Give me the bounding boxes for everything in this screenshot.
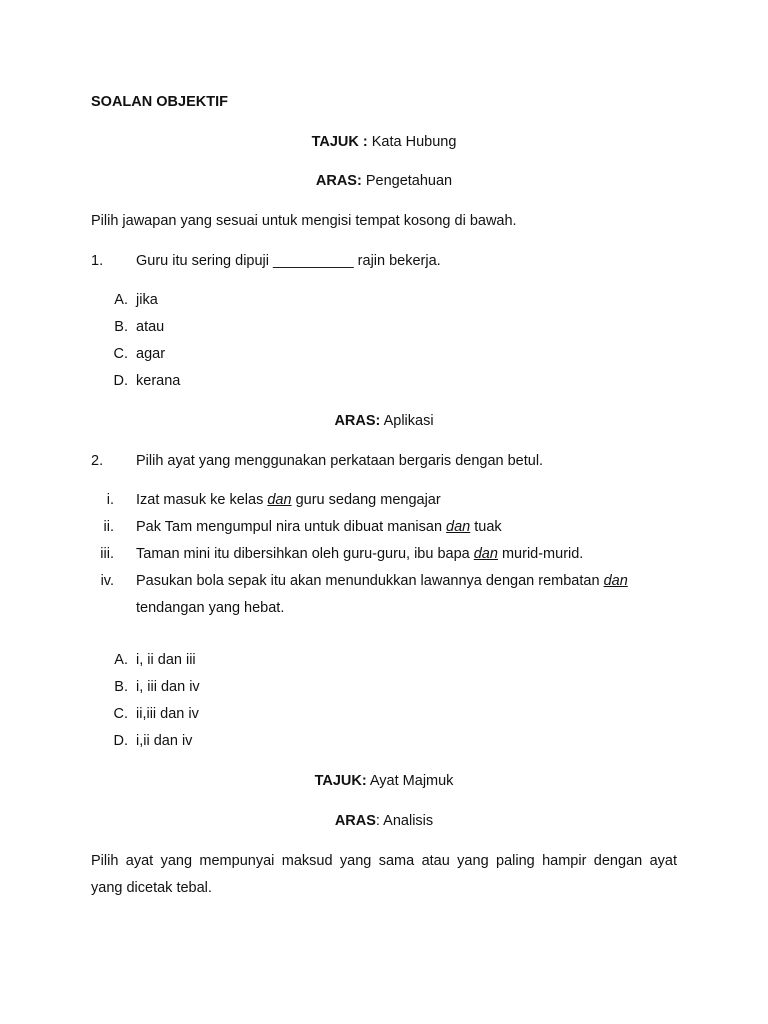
- level-label: ARAS:: [315, 173, 362, 189]
- statement-text: [136, 545, 583, 563]
- statement-before: Taman mini itu dibersihkan oleh guru-guru, ibu bapa: [136, 546, 474, 562]
- option-label: C.: [113, 706, 128, 722]
- statement-text: [136, 572, 628, 590]
- underlined-word: dan: [473, 546, 498, 562]
- instruction-text: Pilih jawapan yang sesuai untuk mengisi tempat kosong di bawah.: [91, 213, 517, 229]
- question-number: 2.: [91, 453, 104, 469]
- option-text: jika: [136, 292, 158, 308]
- question-text: Guru itu sering dipuji __________ rajin bekerja.: [136, 253, 441, 269]
- topic-value: Kata Hubung: [371, 134, 457, 150]
- option-text: i, ii dan iii: [136, 652, 196, 668]
- statement-after: murid-murid.: [497, 546, 584, 562]
- document-title: SOALAN OBJEKTIF: [91, 94, 228, 110]
- level-value: Aplikasi: [383, 413, 434, 429]
- option-label: D.: [113, 733, 128, 749]
- level-value: Pengetahuan: [365, 173, 453, 189]
- level-heading: [0, 812, 768, 830]
- topic-heading: [0, 772, 768, 790]
- statement-before: Izat masuk ke kelas: [136, 492, 268, 508]
- question-number: 1.: [91, 253, 104, 269]
- option-label: B.: [114, 319, 128, 335]
- statement-before: Pasukan bola sepak itu akan menundukkan lawannya dengan rembatan: [136, 573, 604, 589]
- question-text: Pilih ayat yang menggunakan perkataan bergaris dengan betul.: [136, 453, 544, 469]
- option-text: kerana: [136, 373, 181, 389]
- underlined-word: dan: [603, 573, 628, 589]
- topic-heading: [0, 133, 768, 151]
- level-label: ARAS: [334, 813, 376, 829]
- statement-label: iii.: [100, 546, 114, 562]
- underlined-word: dan: [267, 492, 292, 508]
- option-text: agar: [136, 346, 166, 362]
- statement-text: [136, 518, 502, 536]
- level-heading: [0, 172, 768, 190]
- instruction-text: Pilih ayat yang mempunyai maksud yang sama atau yang paling hampir dengan ayat: [91, 853, 677, 869]
- topic-label: TAJUK :: [311, 134, 368, 150]
- option-text: atau: [136, 319, 165, 335]
- statement-label: ii.: [103, 519, 114, 535]
- level-label: ARAS:: [334, 413, 381, 429]
- statement-before: Pak Tam mengumpul nira untuk dibuat manisan: [136, 519, 447, 535]
- option-text: i,ii dan iv: [136, 733, 193, 749]
- option-text: i, iii dan iv: [136, 679, 200, 695]
- option-label: B.: [114, 679, 128, 695]
- statement-label: iv.: [100, 573, 114, 589]
- underlined-word: dan: [446, 519, 471, 535]
- statement-continuation: tendangan yang hebat.: [136, 600, 285, 616]
- statement-text: [136, 491, 441, 509]
- option-label: D.: [113, 373, 128, 389]
- option-label: C.: [113, 346, 128, 362]
- topic-label: TAJUK:: [314, 773, 367, 789]
- statement-label: i.: [106, 492, 114, 508]
- option-label: A.: [114, 292, 128, 308]
- statement-after: tuak: [470, 519, 502, 535]
- level-heading: [0, 412, 768, 430]
- level-value: : Analisis: [375, 813, 434, 829]
- topic-value: Ayat Majmuk: [369, 773, 454, 789]
- option-label: A.: [114, 652, 128, 668]
- instruction-text-continued: yang dicetak tebal.: [91, 880, 212, 896]
- statement-after: guru sedang mengajar: [291, 492, 441, 508]
- option-text: ii,iii dan iv: [136, 706, 199, 722]
